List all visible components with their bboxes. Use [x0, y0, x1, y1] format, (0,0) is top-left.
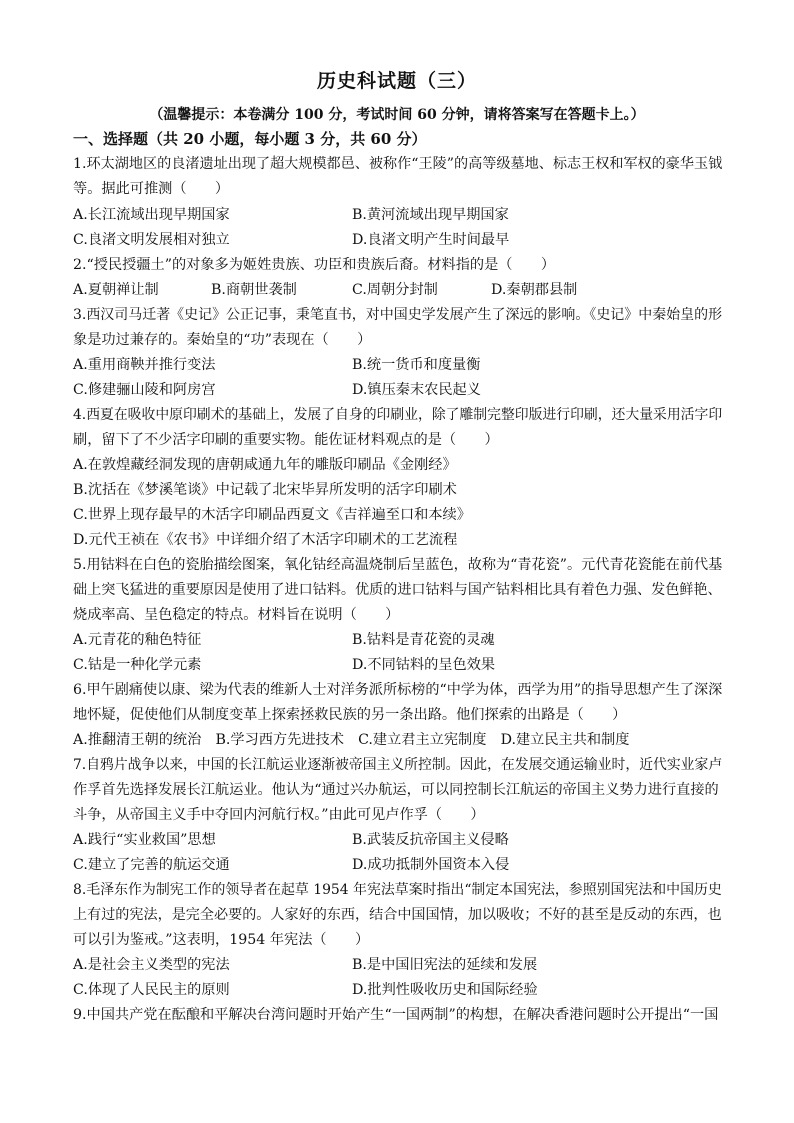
question-3-option-a: A.重用商鞅并推行变法	[73, 357, 216, 373]
question-5-line-3: 烧成率高、呈色稳定的特点。材料旨在说明（ ）	[73, 607, 400, 623]
question-8-option-b: B.是中国旧宪法的延续和发展	[352, 957, 538, 973]
question-4-option-d: D.元代王祯在《农书》中详细介绍了木活字印刷术的工艺流程	[73, 532, 458, 548]
question-9-line-1: 9.中国共产党在酝酿和平解决台湾问题时开始产生“一国两制”的构想，在解决香港问题时公开提出“一国	[73, 1007, 719, 1023]
question-4-line-1: 4.西夏在吸收中原印刷术的基础上，发展了自身的印刷业，除了雕制完整印版进行印刷，还大量采用活字印	[73, 407, 723, 423]
question-2-option-b: B.商朝世袭制	[211, 282, 297, 298]
question-5-option-c: C.钴是一种化学元素	[73, 657, 202, 673]
question-7-line-1: 7.自鸦片战争以来，中国的长江航运业逐渐被帝国主义所控制。因此，在发展交通运输业时，近代实业家卢	[73, 757, 723, 773]
question-5-line-2: 础上突飞猛进的重要原因是使用了进口钴料。优质的进口钴料与国产钴料相比具有着色力强、发色鲜艳、	[73, 582, 722, 598]
question-2-option-c: C.周朝分封制	[352, 282, 438, 298]
question-3-option-c: C.修建骊山陵和阿房宫	[73, 382, 216, 398]
question-6-line-1: 6.甲午剧痛使以康、梁为代表的维新人士对洋务派所标榜的“中学为体，西学为用”的指导思想产生了深深	[73, 682, 723, 698]
question-5-option-d: D.不同钴料的呈色效果	[352, 657, 496, 673]
question-8-line-1: 8.毛泽东作为制宪工作的领导者在起草 1954 年宪法草案时指出“制定本国宪法，参照别国宪法和中国历史	[73, 882, 722, 898]
question-6-options: A.推翻清王朝的统治 B.学习西方先进技术 C.建立君主立宪制度 D.建立民主共和制度	[73, 732, 630, 748]
question-2-line-1: 2.“授民授疆土”的对象多为姬姓贵族、功臣和贵族后裔。材料指的是（ ）	[73, 257, 556, 273]
question-1-option-a: A.长江流域出现早期国家	[73, 207, 230, 223]
exam-tip: （温馨提示：本卷满分 100 分，考试时间 60 分钟，请将答案写在答题卡上。）	[149, 107, 645, 123]
question-4-option-a: A.在敦煌藏经洞发现的唐朝咸通九年的雕版印刷品《金刚经》	[73, 457, 457, 473]
question-7-option-b: B.武装反抗帝国主义侵略	[352, 832, 509, 848]
question-3-option-b: B.统一货币和度量衡	[352, 357, 481, 373]
question-4-option-c: C.世界上现存最早的木活字印刷品西夏文《吉祥遍至口和本续》	[73, 507, 471, 523]
question-6-line-2: 地怀疑，促使他们从制度变革上探索拯救民族的另一条出路。他们探索的出路是（ ）	[73, 707, 627, 723]
question-4-option-b: B.沈括在《梦溪笔谈》中记载了北宋毕昇所发明的活字印刷术	[73, 482, 457, 498]
question-8-option-c: C.体现了人民民主的原则	[73, 982, 230, 998]
question-7-line-2: 作孚首先选择发展长江航运业。他认为“通过兴办航运，可以同控制长江航运的帝国主义势力进行直接的	[73, 782, 719, 798]
question-8-option-d: D.批判性吸收历史和国际经验	[352, 982, 538, 998]
question-1-option-c: C.良渚文明发展相对独立	[73, 232, 230, 248]
question-1-option-d: D.良渚文明产生时间最早	[352, 232, 510, 248]
question-1-line-1: 1.环太湖地区的良渚遗址出现了超大规模都邑、被称作“王陵”的高等级墓地、标志王权和军权的豪华玉钺	[73, 156, 723, 172]
section-heading: 一、选择题（共 20 小题，每小题 3 分，共 60 分）	[73, 130, 427, 148]
question-3-line-2: 象是功过兼存的。秦始皇的“功”表现在（ ）	[73, 332, 372, 348]
question-8-option-a: A.是社会主义类型的宪法	[73, 957, 230, 973]
question-2-option-d: D.秦朝郡县制	[491, 282, 578, 298]
question-1-line-2: 等。据此可推测（ ）	[73, 181, 230, 197]
question-1-option-b: B.黄河流域出现早期国家	[352, 207, 509, 223]
question-8-line-3: 可以引为鉴戒。”这表明，1954 年宪法（ ）	[73, 932, 370, 948]
question-7-option-a: A.践行“实业救国”思想	[73, 832, 216, 848]
question-5-option-b: B.钴料是青花瓷的灵魂	[352, 632, 495, 648]
question-7-line-3: 斗争，从帝国主义手中夺回内河航行权。”由此可见卢作孚（ ）	[73, 807, 485, 823]
question-7-option-c: C.建立了完善的航运交通	[73, 857, 230, 873]
question-3-option-d: D.镇压秦末农民起义	[352, 382, 481, 398]
question-3-line-1: 3.西汉司马迁著《史记》公正记事，秉笔直书，对中国史学发展产生了深远的影响。《史记》中秦始皇的形	[73, 307, 723, 323]
question-2-option-a: A.夏朝禅让制	[73, 282, 159, 298]
question-7-option-d: D.成功抵制外国资本入侵	[352, 857, 510, 873]
question-4-line-2: 刷，留下了不少活字印刷的重要实物。能佐证材料观点的是（ ）	[73, 432, 499, 448]
exam-title: 历史科试题（三）	[316, 70, 477, 92]
question-8-line-2: 上有过的宪法，是完全必要的。人家好的东西，结合中国国情，加以吸收；不好的甚至是反动的东西，也	[73, 907, 722, 923]
question-5-line-1: 5.用钴料在白色的瓷胎描绘图案，氧化钴经高温烧制后呈蓝色，故称为“青花瓷”。元代青花瓷能在前代基	[73, 557, 723, 573]
question-5-option-a: A.元青花的釉色特征	[73, 632, 202, 648]
